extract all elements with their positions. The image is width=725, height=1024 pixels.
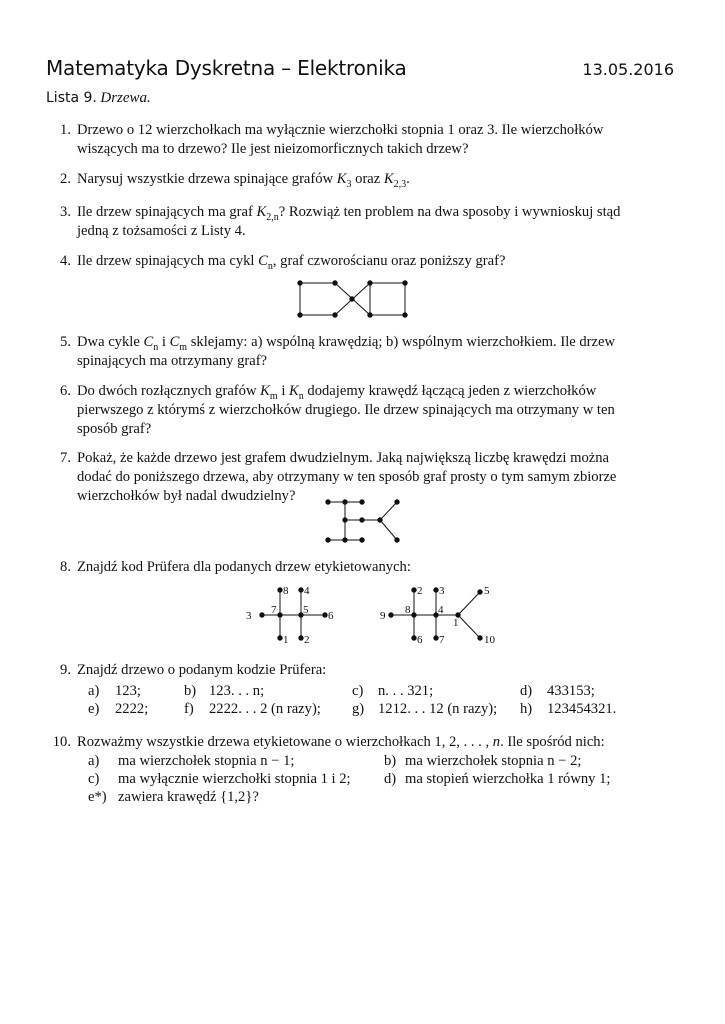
node-label: 7 <box>271 604 277 616</box>
option-text: 433153; <box>547 683 595 699</box>
option-label: c) <box>88 771 100 787</box>
node-label: 2 <box>417 585 423 597</box>
option-label: b) <box>384 753 397 769</box>
option-text: ma wyłącznie wierzchołki stopnia 1 i 2; <box>118 771 351 787</box>
labeled-tree-2 <box>389 588 482 640</box>
problem-number: 4. <box>60 253 71 269</box>
option-label: b) <box>184 683 197 699</box>
node-label: 3 <box>439 585 445 597</box>
option-label: a) <box>88 683 100 699</box>
node-label: 3 <box>246 610 252 622</box>
node-label: 8 <box>283 585 289 597</box>
date: 13.05.2016 <box>582 60 674 79</box>
option-label: a) <box>88 753 100 769</box>
problem-line: Pokaż, że każde drzewo jest grafem dwudzielnym. Jaką największą liczbę krawędzi można <box>77 450 610 466</box>
option-text: 123. . . n; <box>209 683 265 699</box>
problem-number: 10. <box>52 734 71 750</box>
problem-line: Znajdź drzewo o podanym kodzie Prüfera: <box>77 662 327 678</box>
problem-number: 7. <box>60 450 71 466</box>
list-topic: Drzewa. <box>100 90 151 106</box>
problem-line: jedną z tożsamości z Listy 4. <box>77 223 246 239</box>
node-label: 9 <box>380 610 386 622</box>
problem-line: dodać do poniższego drzewa, aby otrzymany w ten sposób graf prosty o tym samym zbiorze <box>77 469 617 485</box>
option-text: 1212. . . 12 (n razy); <box>378 701 498 717</box>
node-label: 1 <box>453 617 459 629</box>
problem-line: Rozważmy wszystkie drzewa etykietowane o wierzchołkach 1, 2, . . . , n. Ile spośród nich: <box>77 734 605 750</box>
problem-number: 2. <box>60 171 71 187</box>
option-text: 2222. . . 2 (n razy); <box>209 701 321 717</box>
problem-number: 5. <box>60 334 71 350</box>
option-text: 2222; <box>115 701 149 717</box>
option-label: d) <box>384 771 397 787</box>
problem-line: Dwa cykle $C_n$ i $C_m$ sklejamy: a) wspólną krawędzią; b) wspólnym wierzchołkiem. Ile drzew <box>77 334 616 353</box>
problem-line: Znajdź kod Prüfera dla podanych drzew etykietowanych: <box>77 559 411 575</box>
option-text: 123; <box>115 683 141 699</box>
option-text: ma wierzchołek stopnia n − 1; <box>118 753 295 769</box>
node-label: 10 <box>484 634 495 646</box>
problem-line: Drzewo o 12 wierzchołkach ma wyłącznie wierzchołki stopnia 1 oraz 3. Ile wierzchołków <box>77 122 604 138</box>
option-label: c) <box>352 683 364 699</box>
problem-number: 8. <box>60 559 71 575</box>
node-label: 4 <box>304 585 310 597</box>
option-text: zawiera krawędź {1,2}? <box>118 789 259 805</box>
option-label: g) <box>352 701 365 717</box>
labeled-tree-1 <box>260 588 327 640</box>
problem-line: sposób graf? <box>77 421 152 437</box>
problem-9 <box>60 661 677 680</box>
problem-line: Narysuj wszystkie drzewa spinające grafów $K_3$ oraz $K_{2,3}$. <box>77 171 410 190</box>
node-label: 7 <box>439 634 445 646</box>
option-label: e*) <box>88 789 107 805</box>
option-text: 123454321. <box>547 701 617 717</box>
graph-problem-4 <box>298 281 407 317</box>
problem-number: 9. <box>60 662 71 678</box>
option-label: f) <box>184 701 194 717</box>
problem-7 <box>60 449 677 506</box>
option-label: e) <box>88 701 100 717</box>
node-label: 8 <box>405 604 411 616</box>
problem-line: spinających ma otrzymany graf? <box>77 353 268 369</box>
problem-line: pierwszego z którymś z wierzchołków drugiego. Ile drzew spinających ma otrzymany w ten <box>77 402 615 418</box>
node-label: 5 <box>484 585 490 597</box>
option-label: d) <box>520 683 533 699</box>
node-label: 6 <box>328 610 334 622</box>
problem-line: wierzchołków był nadal dwudzielny? <box>77 488 296 504</box>
problem-line: Ile drzew spinających ma cykl $C_n$, graf czworościanu oraz poniższy graf? <box>77 253 506 272</box>
node-label: 4 <box>438 604 444 616</box>
node-label: 2 <box>304 634 310 646</box>
list-label: Lista 9. <box>46 90 97 106</box>
node-label: 5 <box>303 604 309 616</box>
page-title: Matematyka Dyskretna – Elektronika <box>46 56 407 80</box>
option-label: h) <box>520 701 533 717</box>
option-text: ma stopień wierzchołka 1 równy 1; <box>405 771 611 787</box>
node-label: 1 <box>283 634 289 646</box>
problem-8 <box>60 558 677 577</box>
problem-number: 3. <box>60 204 71 220</box>
option-text: n. . . 321; <box>378 683 434 699</box>
problem-10 <box>52 733 677 752</box>
problem-5 <box>60 333 677 371</box>
problem-6 <box>60 382 677 439</box>
tree-problem-7 <box>326 500 399 542</box>
problem-line: wiszących ma to drzewo? Ile jest nieizomorficznych takich drzew? <box>77 141 469 157</box>
problem-number: 6. <box>60 383 71 399</box>
problem-line: Do dwóch rozłącznych grafów $K_m$ i $K_n$ dodajemy krawędź łączącą jeden z wierzchołków <box>77 383 597 402</box>
option-text: ma wierzchołek stopnia n − 2; <box>405 753 582 769</box>
node-label: 6 <box>417 634 423 646</box>
problem-line: Ile drzew spinających ma graf $K_{2,n}$? Rozwiąż ten problem na dwa sposoby i wywnioskuj stąd <box>77 204 621 223</box>
problem-number: 1. <box>60 122 71 138</box>
